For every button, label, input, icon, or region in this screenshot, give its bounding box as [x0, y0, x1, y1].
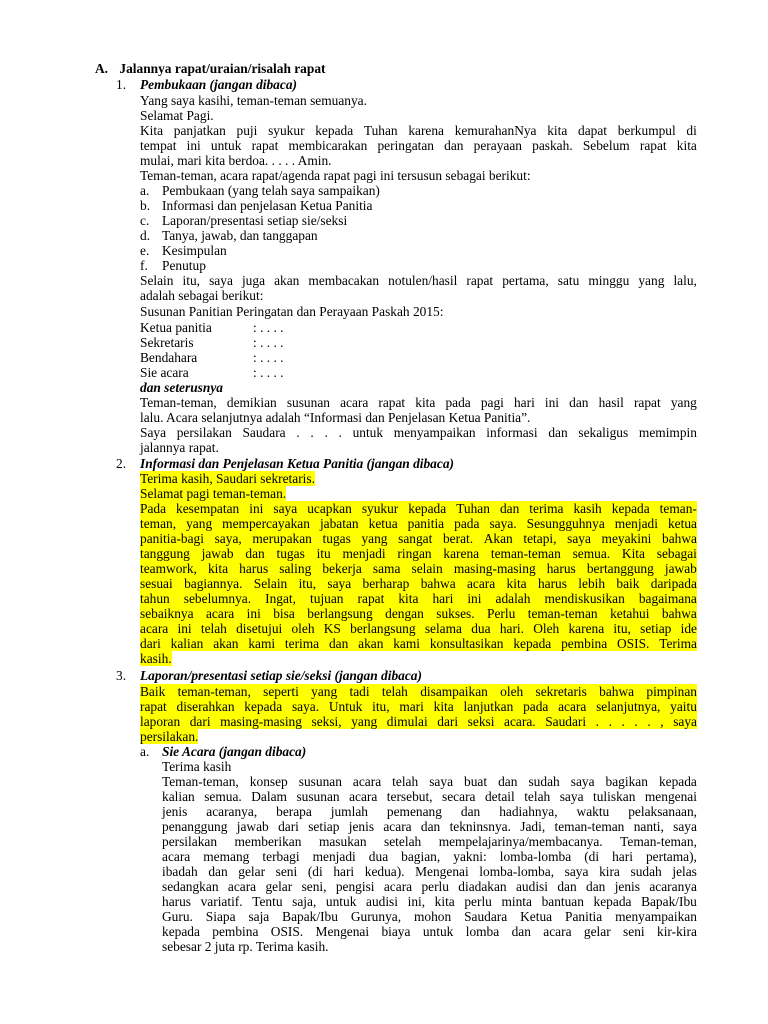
event-paragraph-line: sebesar 2 juta rp. Terima kasih. — [162, 939, 329, 954]
item-number-3: 3. — [116, 668, 127, 683]
sub-item-title: Sie Acara (jangan dibaca) — [162, 744, 307, 759]
opening-paragraph-line: mulai, mari kita berdoa. . . . . Amin. — [140, 153, 332, 168]
section-3-title: Laporan/presentasi setiap sie/seksi (jangan dibaca) — [140, 668, 422, 683]
agenda-marker: f. — [140, 258, 148, 273]
role-value: : . . . . — [253, 335, 284, 350]
and-so-on: dan seterusnya — [140, 380, 223, 395]
event-paragraph-line: Teman-teman, konsep susunan acara telah saya buat dan sudah saya bagikan kepada — [162, 774, 697, 789]
agenda-item: Tanya, jawab, dan tanggapan — [162, 228, 318, 243]
agenda-item: Penutup — [162, 258, 206, 273]
role-value: : . . . . — [253, 350, 284, 365]
agenda-item: Laporan/presentasi setiap sie/seksi — [162, 213, 348, 228]
role-value: : . . . . — [253, 365, 284, 380]
agenda-item: Pembukaan (yang telah saya sampaikan) — [162, 183, 380, 198]
event-paragraph-line: persilakan memberikan masukan setelah mempelajarinya/membacanya. Teman-teman, — [162, 834, 697, 849]
opening-paragraph-line: Kita panjatkan puji syukur kepada Tuhan karena kemurahanNya kita dapat berkumpul di — [140, 123, 697, 138]
highlighted-paragraph-line: dari kalian akan kami terima dan akan kami konsultasikan kepada pembina OSIS. Terima — [140, 636, 697, 651]
highlighted-line: Terima kasih, Saudari sekretaris. — [140, 471, 315, 486]
highlighted-paragraph-line: tahun sebelumnya. Ingat, tujuan rapat kita hari ini adalah mendiskusikan bagaimana — [140, 591, 697, 606]
agenda-marker: e. — [140, 243, 150, 258]
good-morning-line: Selamat Pagi. — [140, 108, 214, 123]
highlighted-paragraph-line: sesuai bagiannya. Selain itu, saya berharap bahwa acara kita harus lebih baik daripada — [140, 576, 697, 591]
thanks-line: Terima kasih — [162, 759, 232, 774]
handover-paragraph-line: jalannya rapat. — [140, 440, 219, 455]
closing-paragraph-line: Teman-teman, demikian susunan acara rapat kita pada pagi hari ini dan hasil rapat yang — [140, 395, 697, 410]
highlighted-paragraph-line: rapat diserahkan kepada saya. Untuk itu, mari kita lanjutkan pada acara selanjutnya, yaitu — [140, 699, 697, 714]
minutes-paragraph-line: adalah sebagai berikut: — [140, 288, 264, 303]
event-paragraph-line: kepada pembina OSIS. Mengenai biaya untuk lomba dan acara gelar seni kir-kira — [162, 924, 697, 939]
role-label: Bendahara — [140, 350, 198, 365]
section-2-title: Informasi dan Penjelasan Ketua Panitia (jangan dibaca) — [140, 456, 454, 471]
agenda-marker: a. — [140, 183, 150, 198]
role-label: Sie acara — [140, 365, 189, 380]
greeting-line: Yang saya kasihi, teman-teman semuanya. — [140, 93, 367, 108]
agenda-marker: c. — [140, 213, 150, 228]
handover-paragraph-line: Saya persilakan Saudara . . . . untuk menyampaikan informasi dan sekaligus memimpin — [140, 425, 697, 440]
agenda-marker: d. — [140, 228, 151, 243]
event-paragraph-line: acara memang terbagi menjadi dua bagian, yakni: lomba-lomba (di hari pertama), — [162, 849, 697, 864]
event-paragraph-line: ibadah dan gelar seni (di hari kedua). Mengenai lomba-lomba, saya kira sudah jelas — [162, 864, 697, 879]
role-label: Sekretaris — [140, 335, 194, 350]
sub-item-marker: a. — [140, 744, 150, 759]
heading-marker: A. — [95, 61, 109, 76]
highlighted-paragraph-line: Pada kesempatan ini saya ucapkan syukur kepada Tuhan dan terima kasih kepada teman- — [140, 501, 697, 516]
event-paragraph-line: harus variatif. Tentu saja, untuk audisi ini, kita perlu minta bantuan kepada Bapak/Ibu — [162, 894, 697, 909]
opening-paragraph-line: tempat ini untuk rapat membicarakan peringatan dan perayaan paskah. Sebelum rapat kita — [140, 138, 697, 153]
section-heading — [95, 61, 325, 76]
agenda-marker: b. — [140, 198, 151, 213]
minutes-paragraph-line: Selain itu, saya juga akan membacakan notulen/hasil rapat pertama, satu minggu yang lalu, — [140, 273, 697, 288]
role-value: : . . . . — [253, 320, 284, 335]
event-paragraph-line: jenis acaranya, berapa jumlah pemenang dan hadiahnya, waktu pelaksanaan, — [162, 804, 697, 819]
highlighted-paragraph-line: teamwork, kita harus saling bekerja sama selain masing-masing harus bertanggung jawab — [140, 561, 697, 576]
highlighted-line: Selamat pagi teman-teman. — [140, 486, 287, 501]
event-paragraph-line: sedangkan acara gelar seni, pengisi acara perlu diadakan audisi dan dan jenis acaranya — [162, 879, 697, 894]
agenda-item: Kesimpulan — [162, 243, 227, 258]
event-paragraph-line: kalian semua. Dalam susunan acara tersebut, secara detail telah saya tuliskan mengenai — [162, 789, 697, 804]
highlighted-paragraph-line: sebaiknya acara ini bisa berlangsung dengan sukses. Perlu teman-teman ketahui bahwa — [140, 606, 697, 621]
highlighted-paragraph-line: acara ini telah disetujui oleh KS berlangsung selama dua hari. Oleh karena itu, setiap ide — [140, 621, 697, 636]
highlighted-paragraph-line: laporan dari masing-masing seksi, yang dimulai dari seksi acara. Saudari . . . . . , saya — [140, 714, 697, 729]
highlighted-paragraph-line: Baik teman-teman, seperti yang tadi telah disampaikan oleh sekretaris bahwa pimpinan — [140, 684, 697, 699]
highlighted-paragraph-line: persilakan. — [140, 729, 199, 744]
highlighted-paragraph-line: tanggung jawab dan tugas itu menjadi ringan karena teman-teman semua. Kita sebagai — [140, 546, 697, 561]
highlighted-paragraph-line: teman, yang mempercayakan jabatan ketua panitia pada saya. Sesungguhnya menjadi ketua — [140, 516, 697, 531]
committee-title: Susunan Panitian Peringatan dan Perayaan Paskah 2015: — [140, 304, 444, 319]
highlighted-paragraph-line: panitia-bagi saya, merupakan tugas yang sangat berat. Akan tetapi, saya meyakini bahwa — [140, 531, 697, 546]
agenda-item: Informasi dan penjelasan Ketua Panitia — [162, 198, 373, 213]
closing-paragraph-line: lalu. Acara selanjutnya adalah “Informasi dan Penjelasan Ketua Panitia”. — [140, 410, 531, 425]
heading-title: Jalannya rapat/uraian/risalah rapat — [119, 61, 326, 76]
event-paragraph-line: Guru. Siapa saja Bapak/Ibu Gurunya, mohon Saudara Ketua Panitia menyampaikan — [162, 909, 697, 924]
highlighted-paragraph-line: kasih. — [140, 651, 172, 666]
item-number-1: 1. — [116, 77, 127, 92]
event-paragraph-line: penanggung jawab dari setiap jenis acara dan tekninsnya. Jadi, teman-teman nanti, saya — [162, 819, 697, 834]
item-number-2: 2. — [116, 456, 127, 471]
agenda-intro: Teman-teman, acara rapat/agenda rapat pagi ini tersusun sebagai berikut: — [140, 168, 531, 183]
role-label: Ketua panitia — [140, 320, 212, 335]
section-1-title: Pembukaan (jangan dibaca) — [140, 77, 297, 92]
